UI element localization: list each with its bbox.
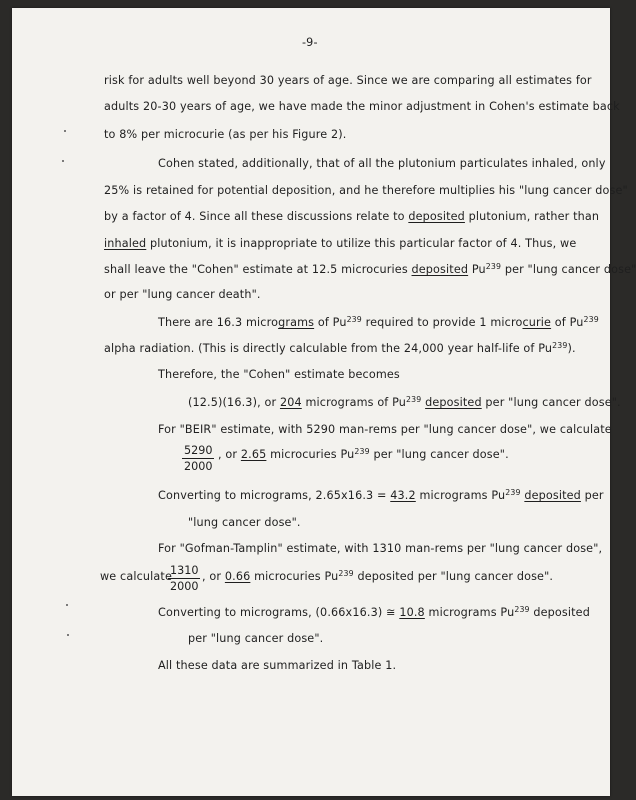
- approx-equal-symbol: ≅: [386, 606, 396, 619]
- text-line: adults 20-30 years of age, we have made the minor adjustment in Cohen's estimate back: [104, 100, 620, 113]
- text-line: inhaled plutonium, it is inappropriate to utilize this particular factor of 4. Thus, we: [104, 237, 577, 250]
- text-line: For "BEIR" estimate, with 5290 man-rems per "lung cancer dose", we calculate: [158, 423, 612, 436]
- scan-mark: [66, 604, 68, 606]
- text-line: Therefore, the "Cohen" estimate becomes: [158, 368, 400, 381]
- text-line: shall leave the "Cohen" estimate at 12.5 microcuries deposited Pu$^{239}$ per "lung cancer dose": [104, 262, 636, 276]
- text-line: Converting to micrograms, 2.65x16.3 = 43.2 micrograms Pu$^{239}$ deposited per: [158, 488, 604, 502]
- text-line: There are 16.3 micrograms of Pu$^{239}$ required to provide 1 microcurie of Pu$^{239}$: [158, 315, 599, 329]
- scan-mark: [64, 130, 66, 132]
- page-number: -9-: [302, 36, 318, 49]
- fraction-denominator: 2000: [184, 460, 213, 473]
- text-line: by a factor of 4. Since all these discussions relate to deposited plutonium, rather than: [104, 210, 600, 223]
- text-line: or per "lung cancer death".: [104, 288, 261, 301]
- text-line: we calculate: [100, 570, 172, 583]
- text-line: 25% is retained for potential deposition, and he therefore multiplies his "lung cancer dose": [104, 184, 628, 197]
- text-line: per "lung cancer dose".: [188, 632, 324, 645]
- scan-mark: [67, 634, 69, 636]
- text-line: alpha radiation. (This is directly calculable from the 24,000 year half-life of Pu$^{239}$).: [104, 341, 576, 355]
- text-line: Cohen stated, additionally, that of all the plutonium particulates inhaled, only: [158, 157, 606, 170]
- text-line: Converting to micrograms, (0.66x16.3) ≅ 10.8 micrograms Pu$^{239}$ deposited: [158, 605, 590, 619]
- fraction: [168, 564, 200, 593]
- text-line: risk for adults well beyond 30 years of age. Since we are comparing all estimates for: [104, 74, 592, 87]
- text-line: All these data are summarized in Table 1.: [158, 659, 397, 672]
- text-line: , or 0.66 microcuries Pu$^{239}$ deposited per "lung cancer dose".: [202, 569, 554, 583]
- text-line: (12.5)(16.3), or 204 micrograms of Pu$^{239}$ deposited per "lung cancer dose".: [188, 395, 621, 409]
- text-line: "lung cancer dose".: [188, 516, 301, 529]
- fraction: [182, 444, 214, 473]
- text-line: For "Gofman-Tamplin" estimate, with 1310 man-rems per "lung cancer dose",: [158, 542, 603, 555]
- fraction-numerator: 1310: [170, 564, 199, 577]
- fraction-denominator: 2000: [170, 580, 199, 593]
- text-line: , or 2.65 microcuries Pu$^{239}$ per "lung cancer dose".: [218, 447, 509, 461]
- fraction-numerator: 5290: [184, 444, 213, 457]
- scan-mark: [62, 160, 64, 162]
- document-page: [12, 8, 636, 796]
- text-line: to 8% per microcurie (as per his Figure 2).: [104, 128, 347, 141]
